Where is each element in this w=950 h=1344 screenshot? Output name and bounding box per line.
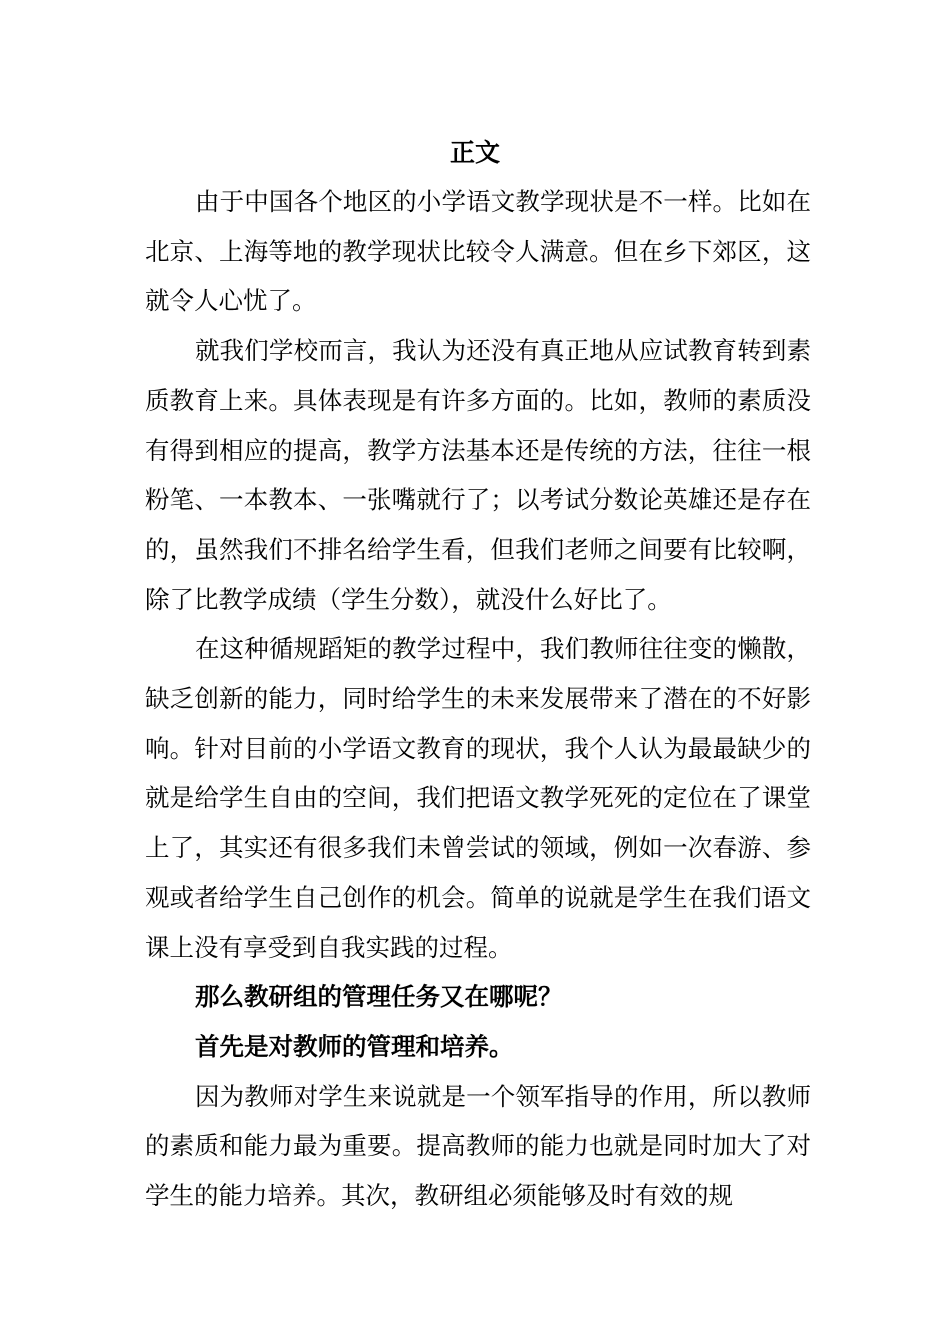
paragraph-regional-status: 由于中国各个地区的小学语文教学现状是不一样。比如在北京、上海等地的教学现状比较令人满意。但在乡下郊区，这就令人心忧了。 [145, 187, 811, 316]
paragraph-teacher-role: 因为教师对学生来说就是一个领军指导的作用，所以教师的素质和能力最为重要。提高教师的能力也就是同时加大了对学生的能力培养。其次，教研组必须能够及时有效的规 [145, 1081, 811, 1211]
document-body [145, 177, 811, 1221]
heading-management-question: 那么教研组的管理任务又在哪呢？ [195, 982, 563, 1012]
heading-teacher-management: 首先是对教师的管理和培养。 [195, 1031, 514, 1061]
page-title: 正文 [449, 138, 500, 167]
paragraph-school-situation: 就我们学校而言，我认为还没有真正地从应试教育转到素质教育上来。具体表现是有许多方面的。比如，教师的素质没有得到相应的提高，教学方法基本还是传统的方法，往往一根粉笔、一本教本、一张嘴就行了；以考试分数论英雄还是存在的，虽然我们不排名给学生看，但我们老师之间要有比较啊，除了比教学成绩（学生分数），就没什么好比了。 [145, 336, 811, 614]
paragraph-teaching-process: 在这种循规蹈矩的教学过程中，我们教师往往变的懒散，缺乏创新的能力，同时给学生的未来发展带来了潜在的不好影响。针对目前的小学语文教育的现状，我个人认为最最缺少的就是给学生自由的空间，我们把语文教学死死的定位在了课堂上了，其实还有很多我们未曾尝试的领域，例如一次春游、参观或者给学生自己创作的机会。简单的说就是学生在我们语文课上没有享受到自我实践的过程。 [145, 634, 811, 962]
